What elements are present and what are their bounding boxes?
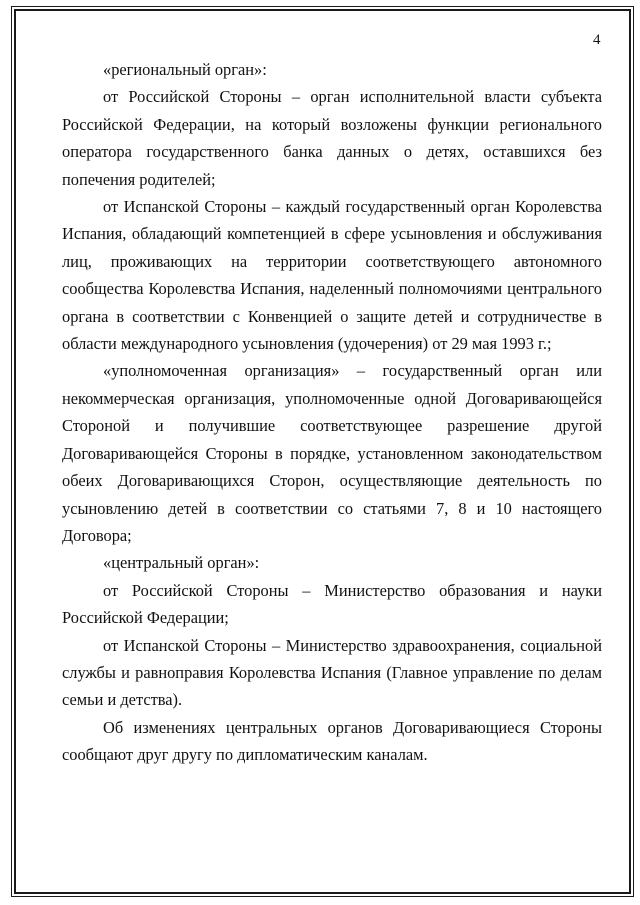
paragraph-authorized-organization: «уполномоченная организация» – государственный орган или некоммерческая организация, уполномоченные одной Договаривающейся Стороной и получившие соответствующее разрешение другой Договаривающейся Стороны в порядке, установленном законодательством обеих Договаривающихся Сторон, осуществляющие деятельность по усыновлению детей в соответствии со статьями 7, 8 и 10 настоящего Договора; (62, 361, 602, 545)
paragraph-regional-organ-heading: «региональный орган»: (103, 60, 267, 79)
paragraph-central-organ-russia: от Российской Стороны – Министерство образования и науки Российской Федерации; (62, 580, 602, 628)
paragraph-regional-organ-spain: от Испанской Стороны – каждый государственный орган Королевства Испания, обладающий компетенцией в сфере усыновления и обслуживания лиц, проживающих на территории соответствующего автономного сообщества Королевства Испания, наделенный полномочиями центрального органа в соответствии с Конвенцией о защите детей и сотрудничестве в области международного усыновления (удочерения) от 29 мая 1993 г.; (62, 197, 602, 354)
paragraph-central-organ-changes: Об изменениях центральных органов Договаривающиеся Стороны сообщают друг другу по дипломатическим каналам. (62, 717, 602, 765)
paragraph-regional-organ-russia: от Российской Стороны – орган исполнительной власти субъекта Российской Федерации, на который возложены функции регионального оператора государственного банка данных о детях, оставшихся без попечения родителей; (62, 87, 602, 189)
paragraph-central-organ-heading: «центральный орган»: (103, 553, 260, 573)
paragraph-central-organ-spain: от Испанской Стороны – Министерство здравоохранения, социальной службы и равноправия Королевства Испания (Главное управление по делам семьи и детства). (62, 635, 602, 710)
page-number: 4 (593, 32, 601, 48)
document-body (62, 56, 602, 769)
